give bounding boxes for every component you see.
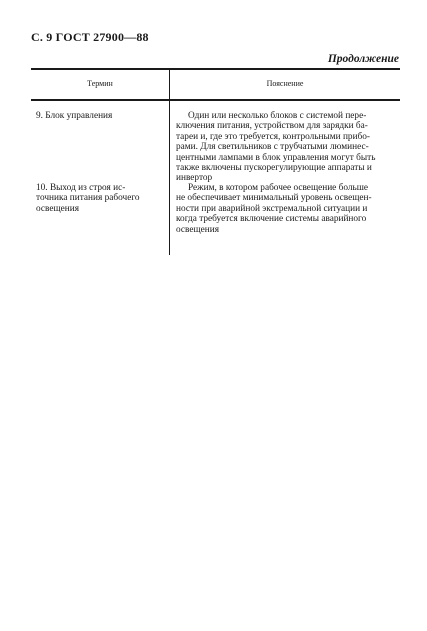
- explanation-line: рами. Для светильников с трубчатыми люминес-: [176, 142, 369, 153]
- table-top-rule: [31, 68, 400, 70]
- explanation-line: инвертор: [176, 173, 213, 184]
- term-line: 10. Выход из строя ис-: [36, 183, 126, 193]
- explanation-cell: [176, 183, 401, 235]
- explanation-line: освещения: [176, 224, 219, 235]
- table-header-rule: [31, 99, 400, 101]
- page-header: С. 9 ГОСТ 27900—88: [31, 30, 149, 44]
- explanation-line: также включены пускорегулирующие аппараты и: [176, 163, 372, 174]
- explanation-line: не обеспечивает минимальный уровень освещен-: [176, 193, 372, 204]
- continuation-label: Продолжение: [327, 53, 399, 65]
- explanation-line: ности при аварийной экстремальной ситуации и: [176, 203, 368, 214]
- explanation-line: тареи и, где это требуется, контрольными прибо-: [176, 131, 371, 142]
- term-cell: [36, 183, 164, 214]
- term-line: 9. Блок управления: [36, 111, 113, 121]
- explanation-line: Режим, в котором рабочее освещение больше: [188, 183, 369, 193]
- explanation-line: центными лампами в блок управления могут быть: [176, 152, 376, 163]
- explanation-line: Один или несколько блоков с системой пере-: [188, 111, 367, 121]
- column-header-explanation: Пояснение: [266, 79, 304, 88]
- term-line: освещения: [36, 203, 79, 214]
- column-divider-body: [169, 100, 170, 255]
- term-cell: [36, 111, 164, 121]
- term-line: точника питания рабочего: [36, 193, 140, 204]
- column-header-term: Термин: [87, 79, 113, 88]
- explanation-cell: [176, 111, 401, 184]
- explanation-line: когда требуется включение системы аварийного: [176, 214, 367, 225]
- explanation-line: ключения питания, устройством для зарядки ба-: [176, 121, 368, 132]
